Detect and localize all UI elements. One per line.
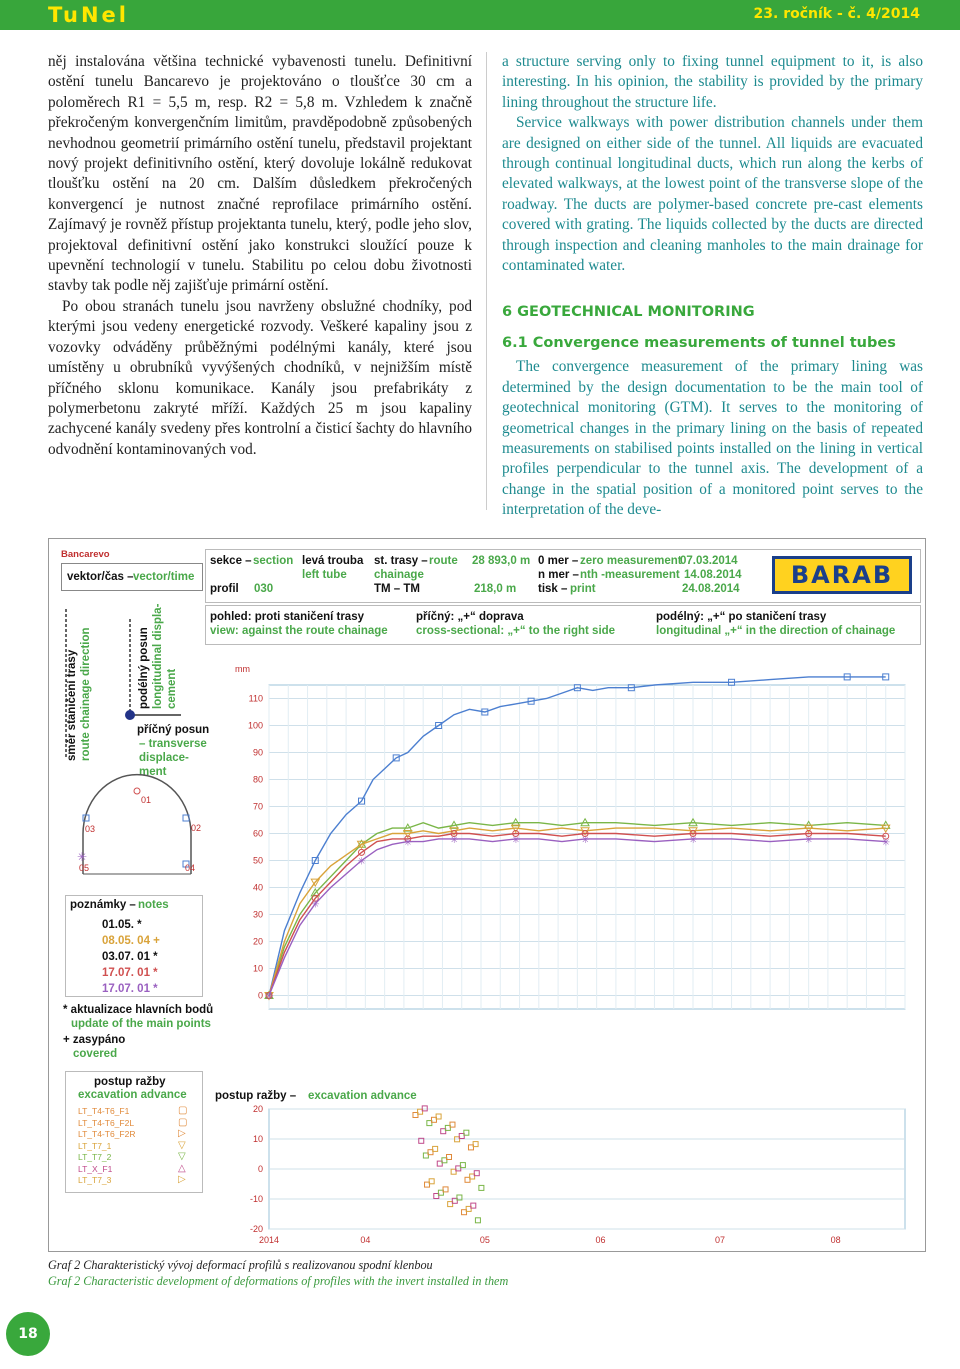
point-label: 03: [85, 824, 96, 834]
zero-measurement-label: 0 mer –: [538, 555, 579, 567]
advance-chart-label-en: excavation advance: [308, 1090, 417, 1102]
advance-legend-label: LT_T4-T6_F1: [78, 1106, 130, 1116]
data-point: ✳: [450, 834, 459, 846]
cross-sectional-label: příčný: „+“ doprava: [416, 611, 524, 623]
lower-y-tick-label: 0: [257, 1164, 263, 1174]
advance-legend-label: LT_X_F1: [78, 1163, 113, 1174]
data-point: ✳: [881, 837, 891, 849]
advance-legend-label: LT_T7_1: [78, 1140, 112, 1151]
advance-marker-icon: △: [178, 1162, 186, 1174]
print-label-en: print: [570, 583, 596, 595]
y-tick-label: 100: [247, 720, 263, 731]
chainage-label-en: route: [429, 555, 458, 567]
x-tick-label: 08: [830, 1235, 841, 1245]
point-01-marker: [134, 788, 140, 794]
covered-note-en: covered: [73, 1048, 118, 1060]
y-tick-label: 40: [252, 882, 263, 893]
column-divider: [486, 52, 487, 510]
covered-note: + zasypáno: [63, 1034, 126, 1046]
advance-legend-list: [78, 1106, 198, 1187]
point-05-marker: ✳: [77, 850, 88, 864]
x-tick-label: 06: [595, 1235, 606, 1245]
zero-measurement-label-en: zero measurement: [580, 555, 682, 567]
longitudinal-sign-label: podélný: „+“ po staničení trasy: [656, 611, 827, 623]
notes-box: [65, 895, 203, 997]
paragraph: a structure serving only to fixing tunnel equipment to it, is also interesting. In his opinion, the stability is provided by the primary lining throughout the structure life.: [502, 53, 923, 111]
transverse-label-en3: ment: [139, 766, 167, 778]
advance-legend-label: LT_T7_2: [78, 1152, 112, 1162]
paragraph: The convergence measurement of the primary lining was determined by the design documentation to be the main tool of geotechnical monitoring (GTM). It serves to the monitoring of geometrical changes in the primary lining on the basis of repeated measurements on stabilised points installed on the lining in vertical profiles perpendicular to the tunnel axis. The development of a change in the spatial position of a monitored point serves to the interpretation of the deve-: [502, 358, 923, 519]
magazine-logo: TuNel: [48, 3, 129, 27]
transverse-label-en2: displace-: [139, 752, 189, 764]
cross-sectional-label-en: cross-sectional: „+“ to the right side: [416, 625, 616, 637]
y-tick-label: 60: [252, 828, 263, 839]
tube-label-en: left tube: [302, 569, 347, 581]
lower-y-tick-label: -20: [249, 1224, 263, 1234]
vector-label-en: vector/time: [133, 571, 195, 583]
update-note: * aktualizace hlavních bodů: [63, 1004, 214, 1016]
convergence-chart: [205, 649, 919, 1249]
origin-point: [125, 710, 135, 720]
nth-measurement-label: n mer –: [538, 569, 579, 581]
note-item: 01.05. *: [102, 919, 142, 931]
update-note-en: update of the main points: [71, 1018, 211, 1030]
point-label: 02: [191, 823, 202, 833]
longitudinal-sign-label-en: longitudinal „+“ in the direction of chainage: [656, 625, 896, 637]
barab-logo: BARAB: [772, 556, 912, 594]
lower-y-tick-label: 10: [252, 1134, 263, 1144]
advance-legend-label: LT_T4-T6_F2L: [78, 1117, 135, 1128]
y-tick-label: 80: [252, 774, 263, 785]
point-label: 05: [79, 863, 90, 873]
section-label: sekce –: [210, 555, 252, 567]
advance-marker-icon: ▢: [178, 1116, 188, 1128]
data-point: ✳: [804, 834, 814, 846]
section-heading: 6 GEOTECHNICAL MONITORING: [502, 304, 755, 321]
data-point: ✳: [311, 899, 320, 911]
section-label-en: section: [253, 555, 294, 567]
chainage-label: st. trasy –: [374, 555, 428, 567]
tm-label: TM – TM: [374, 583, 420, 595]
advance-chart: [269, 1106, 905, 1229]
advance-legend-item: [78, 1175, 198, 1187]
english-text-column: [502, 52, 923, 521]
unit-label: mm: [235, 664, 250, 674]
point-label: 04: [185, 863, 196, 873]
notes-label: poznámky –: [70, 899, 136, 911]
advance-marker-icon: ▷: [178, 1128, 186, 1139]
advance-legend-title: postup ražby: [94, 1076, 166, 1088]
advance-marker-icon: ▽: [178, 1139, 186, 1151]
x-tick-label: 04: [360, 1235, 371, 1245]
y-tick-label: 0: [257, 990, 263, 1001]
chainage-direction-label: směr staničení trasy: [66, 649, 78, 761]
lower-y-tick-label: -10: [249, 1194, 263, 1204]
advance-marker-icon: ▢: [178, 1105, 188, 1116]
caption-en: Graf 2 Characteristic development of deformations of profiles with the invert installed in them: [48, 1274, 509, 1288]
zero-measurement-date: 07.03.2014: [680, 555, 738, 567]
vector-time-box: [61, 563, 203, 591]
convergence-figure: [48, 538, 926, 1252]
transverse-label-en: – transverse: [139, 738, 207, 750]
sign-convention-bar: [205, 605, 921, 645]
chainage-label-en2: chainage: [374, 569, 424, 581]
print-date: 24.08.2014: [682, 583, 740, 595]
vector-label: vektor/čas –: [67, 571, 134, 583]
x-tick-label: 05: [479, 1235, 490, 1245]
point-label: 01: [141, 795, 152, 805]
chainage-value: 28 893,0 m: [472, 555, 531, 567]
figure-caption: [48, 1257, 508, 1289]
y-tick-label: 70: [252, 801, 263, 812]
y-tick-label: 30: [252, 909, 263, 920]
nth-measurement-label-en: nth -measurement: [580, 569, 680, 581]
advance-legend-box: [65, 1071, 203, 1193]
advance-legend-title-en: excavation advance: [78, 1089, 187, 1101]
advance-marker-icon: ▽: [178, 1151, 186, 1162]
legend-diagram: [61, 599, 211, 889]
advance-legend-label: LT_T4-T6_F2R: [78, 1129, 136, 1139]
data-point: ✳: [689, 834, 698, 846]
y-tick-label: 20: [252, 936, 263, 947]
czech-text-column: [48, 52, 472, 460]
profile-info-header: [205, 549, 921, 603]
y-tick-label: 90: [252, 747, 263, 758]
x-tick-label: 2014: [258, 1235, 280, 1245]
advance-chart-label: postup ražby –: [215, 1090, 297, 1102]
notes-label-en: notes: [138, 899, 169, 911]
y-tick-label: 110: [248, 693, 263, 704]
print-label: tisk –: [538, 583, 568, 595]
advance-marker-icon: ▷: [178, 1174, 186, 1185]
longitudinal-label: podélný posun: [138, 627, 150, 709]
note-item: 17.07. 01 *: [102, 967, 158, 979]
y-tick-label: 50: [252, 855, 263, 866]
data-point: ✳: [511, 834, 521, 846]
advance-legend-label: LT_T7_3: [78, 1175, 112, 1185]
issue-label: 23. ročník - č. 4/2014: [753, 6, 920, 22]
tunnel-name: Bancarevo: [61, 549, 110, 560]
data-point: ✳: [265, 991, 274, 1003]
subsection-heading: 6.1 Convergence measurements of tunnel tubes: [502, 334, 896, 351]
note-item: 17.07. 01 *: [102, 983, 158, 995]
caption-cz: Graf 2 Charakteristický vývoj deformací profilů s realizovanou spodní klenbou: [48, 1258, 433, 1272]
paragraph: Service walkways with power distribution channels under them are designed on either side of the tunnel. All liquids are evacuated through continual longitudinal ducts, which run along the kerbs of elevated walkways, at the lowest point of the transverse slope of the roadway. The ducts are polymer-based concrete pre-cast elements covered with grating. The liquids collected by the ducts are directed through inspection and cleaning manholes to the main drainage for contaminated water.: [502, 114, 923, 275]
note-item: 03.07. 01 *: [102, 951, 158, 963]
x-tick-label: 07: [714, 1235, 725, 1245]
paragraph: Po obou stranách tunelu jsou navrženy obslužné chodníky, pod kterými jsou vedeny energetické rozvody. Veškeré kapaliny jsou z vozovky odváděny průběžnými podélnými kanály, které jsou umístěny u obrubníků vyvýšených chodníků, v nejnižším místě příčného sklonu komunikace. Kanály jsou prefabrikáty z polymerbetonu zakryté mříží. Každých 25 m jsou kapaliny zachycené kanály svedeny přes kontrolní a čisticí šachty do hlavního odvodnění kontaminovaných vod.: [48, 297, 472, 458]
paragraph: něj instalována většina technické vybavenosti tunelu. Definitivní ostění tunelu Bancarevo je projektováno o tloušťce 30 cm a poloměrech R1 = 5,5 m, resp. R2 = 5,8 m. Vzhledem k značně překročeným konvergenčním limitům, pravděpodobně způsobených nevhodnou geometrií primárního ostění tunelu, představil projektant nový projekt definitivního ostění, který dovoluje lokálně redukovat tloušťku ostění na 20 cm. Dalším důsledkem překročených konvergencí je nutnost značné reprofilace primárního ostění. Zajímavý je rovněž přístup projektanta tunelu, který, podle jeho slov, projektoval definitivní ostění jako konstrukci sloužící pouze k upevnění technologií v tunelu. Stabilitu po celou dobu životnosti stavby tak podle něj zajišťuje primární ostění.: [48, 53, 472, 295]
view-label-en: view: against the route chainage: [210, 625, 388, 637]
data-point: ✳: [581, 834, 590, 846]
tube-label: levá trouba: [302, 555, 364, 567]
page-number: 18: [6, 1312, 50, 1356]
data-point: ✳: [357, 856, 366, 868]
longitudinal-label-en: longitudinal displa-: [152, 603, 164, 709]
longitudinal-label-en2: cement: [166, 668, 178, 709]
chainage-direction-label-en: route chainage direction: [80, 627, 92, 761]
tm-value: 218,0 m: [474, 583, 517, 595]
view-label: pohled: proti staničení trasy: [210, 611, 364, 623]
y-tick-label: 10: [252, 963, 263, 974]
nth-measurement-date: 14.08.2014: [684, 569, 742, 581]
tunnel-profile: [83, 775, 191, 874]
profile-value: 030: [254, 583, 274, 595]
lower-y-tick-label: 20: [252, 1104, 263, 1114]
data-point: ✳: [403, 837, 413, 849]
note-item: 08.05. 04 +: [102, 935, 160, 947]
profile-label: profil: [210, 583, 239, 595]
transverse-label: příčný posun: [137, 724, 210, 736]
